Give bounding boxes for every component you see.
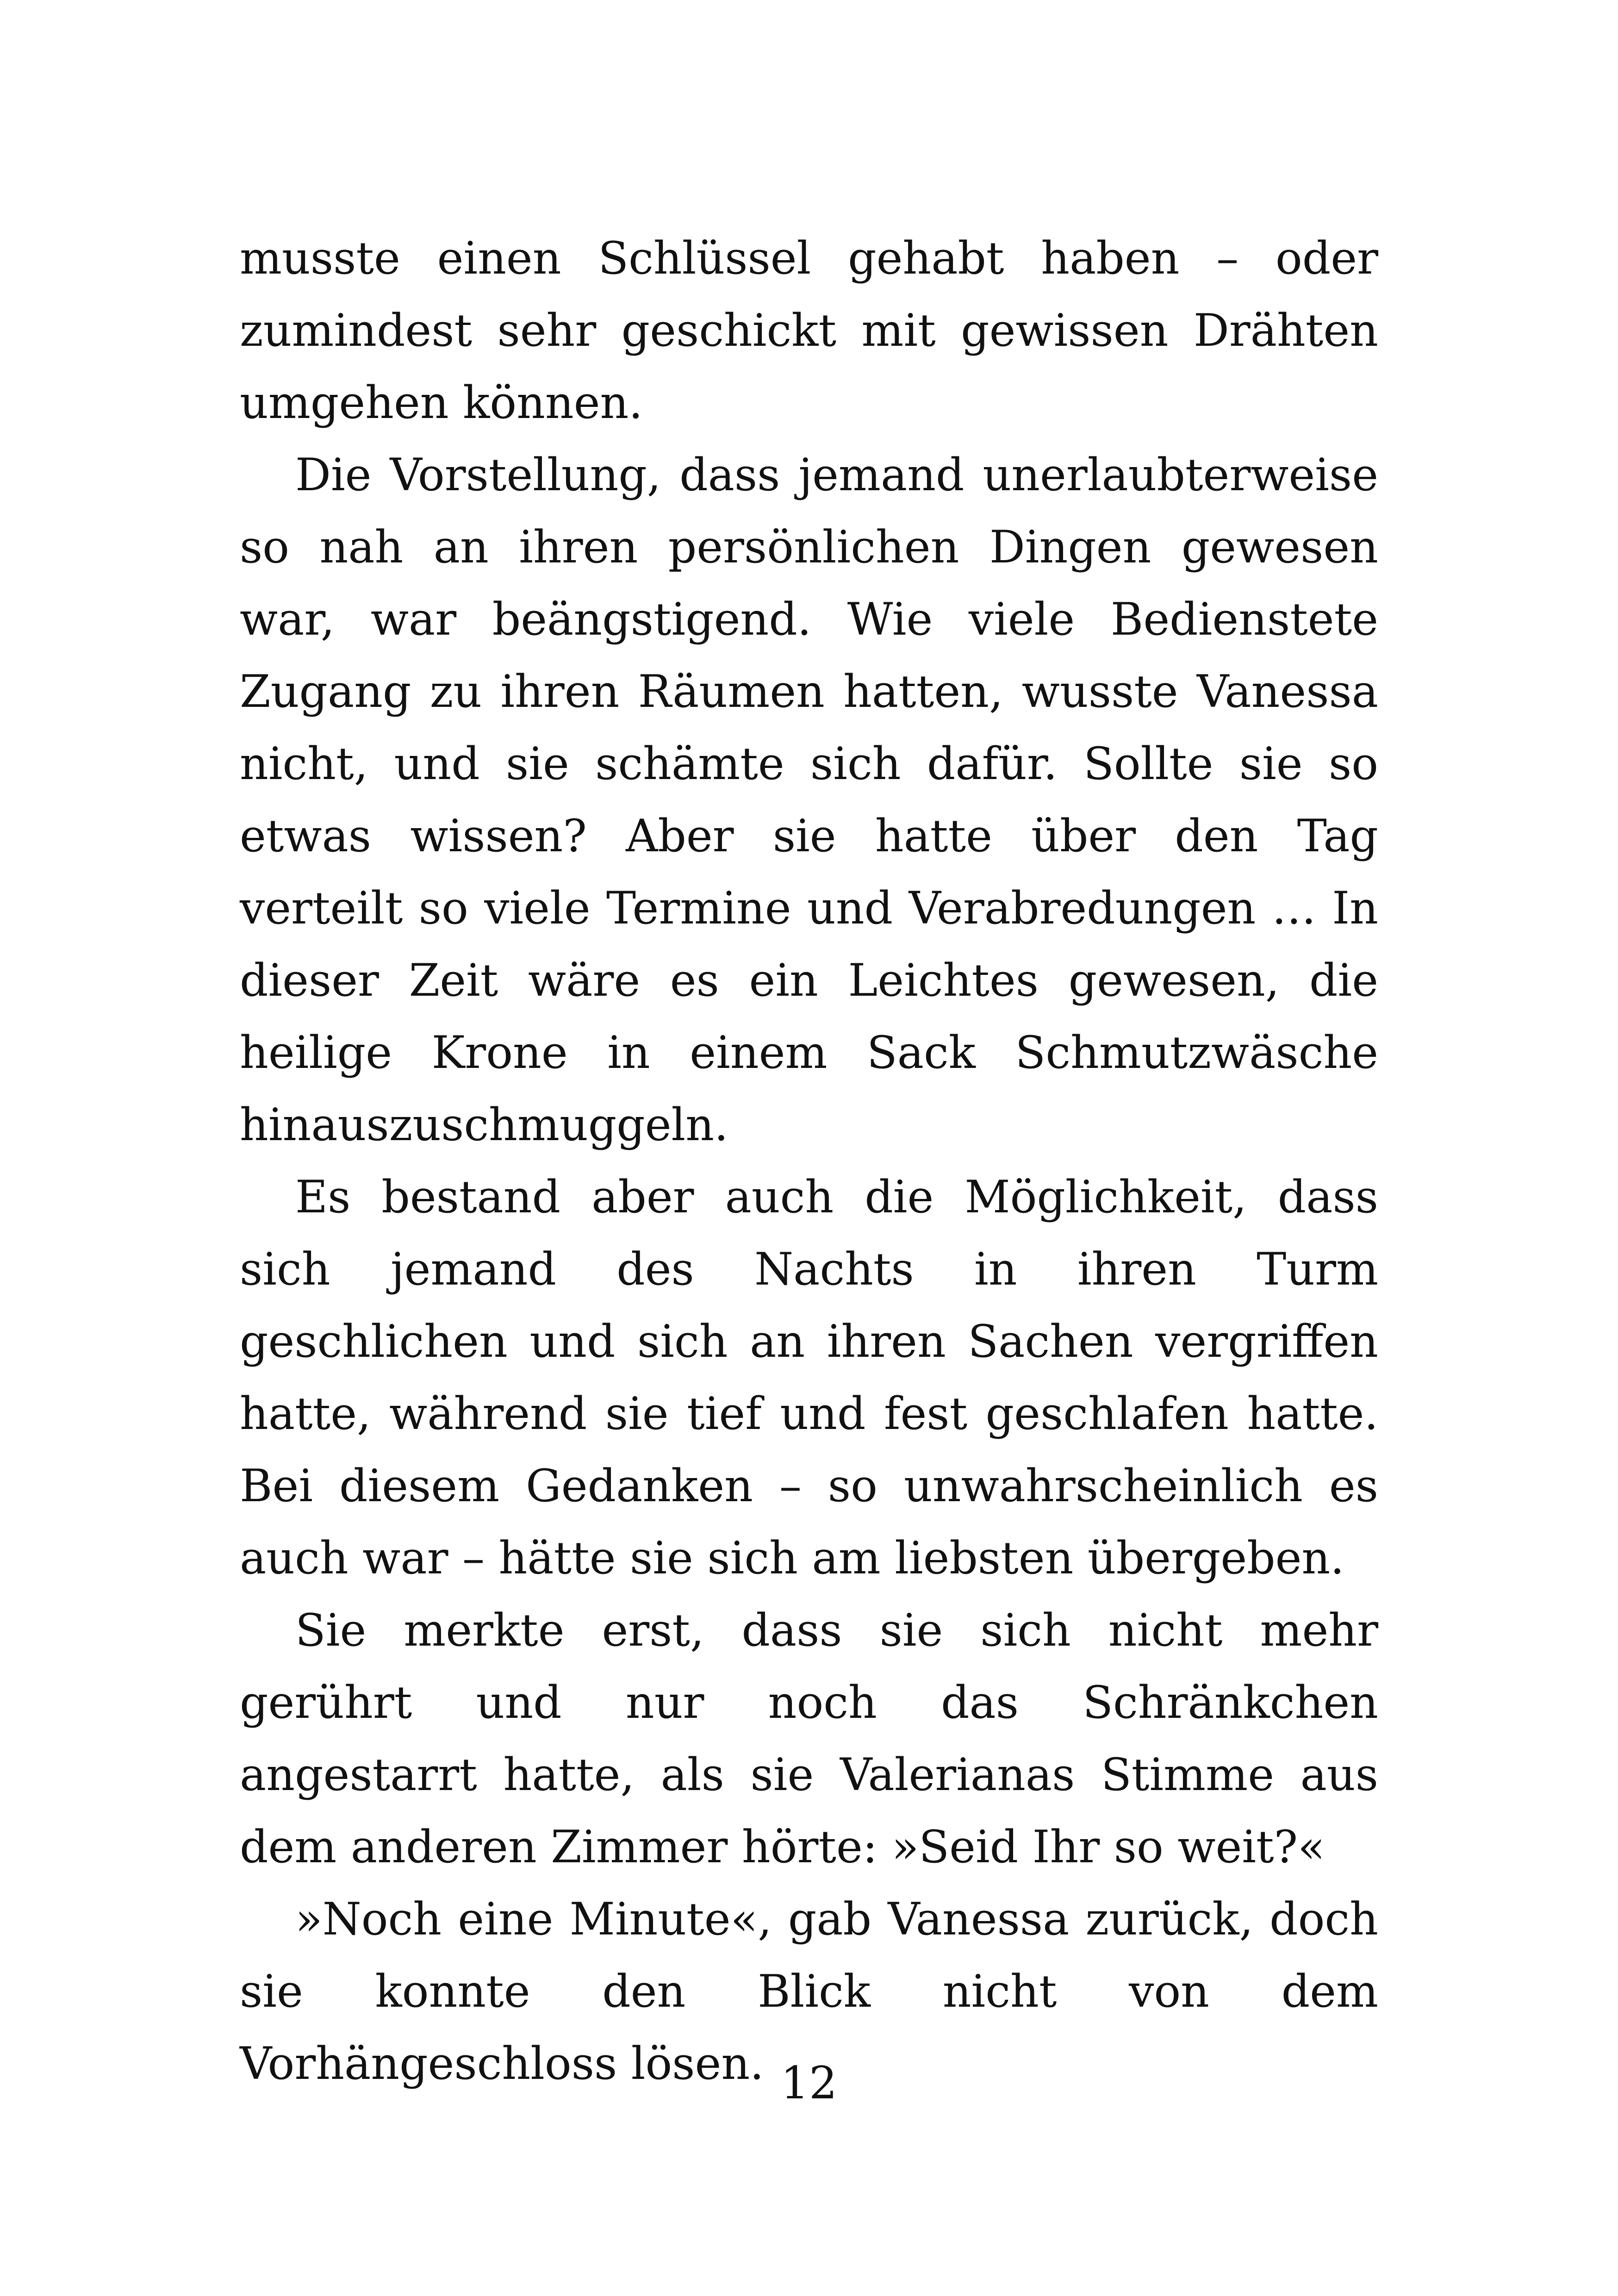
body-text	[240, 222, 1378, 2100]
page-number: 12	[780, 2057, 838, 2109]
paragraph-continuation: musste einen Schlüssel gehabt haben – oder zumindest sehr geschickt mit gewissen Drähten umgehen können.	[240, 232, 1378, 429]
paragraph: »Noch eine Minute«, gab Vanessa zurück, doch sie konnte den Blick nicht von dem Vorhängeschloss lösen.	[240, 1893, 1378, 2090]
paragraph: Sie merkte erst, dass sie sich nicht mehr gerührt und nur noch das Schränkchen angestarrt hatte, als sie Valerianas Stimme aus dem anderen Zimmer hörte: »Seid Ihr so weit?«	[240, 1604, 1378, 1873]
paragraph: Es bestand aber auch die Möglichkeit, dass sich jemand des Nachts in ihren Turm geschlichen und sich an ihren Sachen vergriffen hatte, während sie tief und fest geschlafen hatte. Bei diesem Gedanken – so unwahrscheinlich es auch war – hätte sie sich am liebsten übergeben.	[240, 1171, 1378, 1584]
paragraph: Die Vorstellung, dass jemand unerlaubterweise so nah an ihren persönlichen Dingen gewesen war, war beängstigend. Wie viele Bedienstete Zugang zu ihren Räumen hatten, wusste Vanessa nicht, und sie schämte sich dafür. Sollte sie so etwas wissen? Aber sie hatte über den Tag verteilt so viele Termine und Verabredungen … In dieser Zeit wäre es ein Leichtes gewesen, die heilige Krone in einem Sack Schmutzwäsche hinauszuschmuggeln.	[240, 449, 1378, 1151]
